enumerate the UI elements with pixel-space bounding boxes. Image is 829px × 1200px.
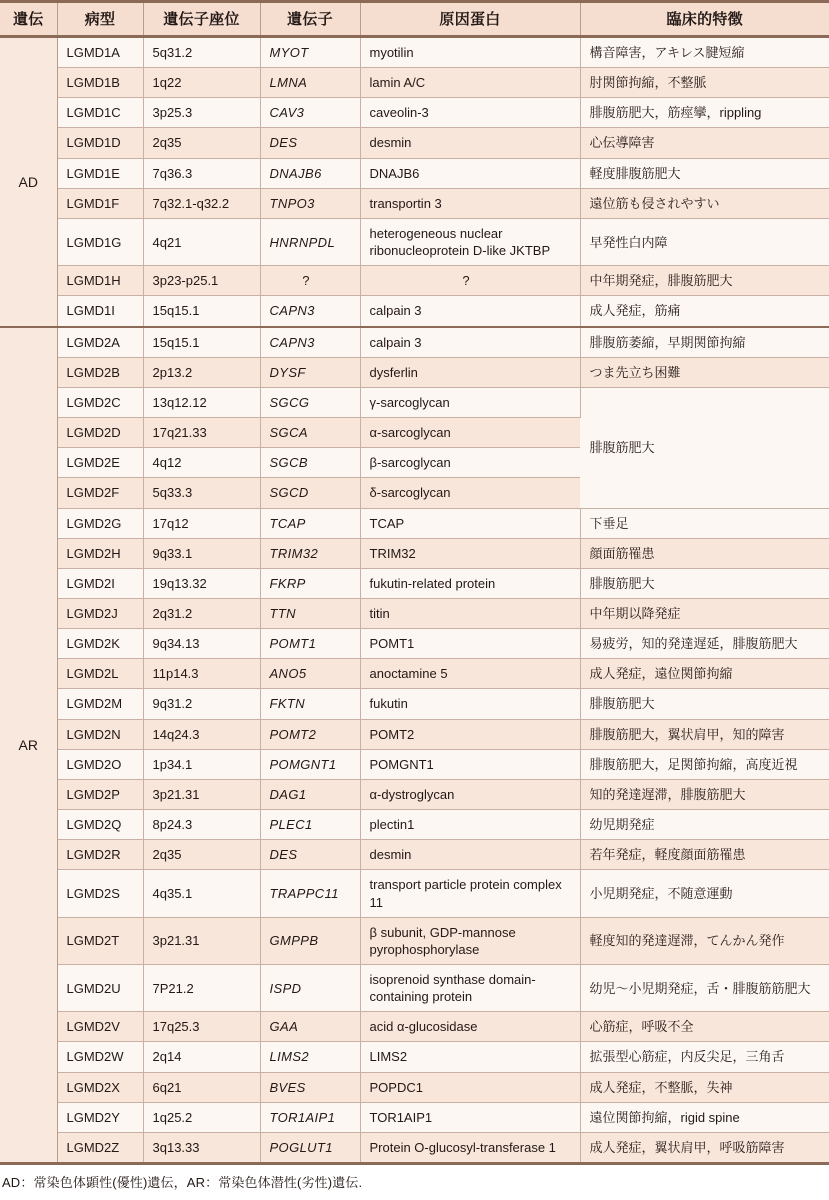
cell-disease-type: LGMD2V [57, 1012, 143, 1042]
cell-gene-locus: 5q31.2 [143, 37, 260, 68]
cell-gene-locus: 3p21.31 [143, 779, 260, 809]
cell-gene-locus: 8p24.3 [143, 810, 260, 840]
cell-disease-type: LGMD2K [57, 629, 143, 659]
cell-protein: LIMS2 [360, 1042, 580, 1072]
cell-disease-type: LGMD1D [57, 128, 143, 158]
cell-clinical-features: つま先立ち困難 [580, 357, 829, 387]
column-header-clinical-features: 臨床的特徴 [580, 2, 829, 37]
table-row [0, 218, 829, 265]
cell-clinical-features: 腓腹筋萎縮，早期関節拘縮 [580, 327, 829, 358]
table-row [0, 68, 829, 98]
cell-gene-locus: 19q13.32 [143, 568, 260, 598]
cell-gene: ANO5 [260, 659, 360, 689]
cell-protein: fukutin-related protein [360, 568, 580, 598]
cell-gene-locus: 9q33.1 [143, 538, 260, 568]
cell-gene: DES [260, 840, 360, 870]
cell-gene: CAPN3 [260, 327, 360, 358]
cell-clinical-features: 早発性白内障 [580, 218, 829, 265]
cell-clinical-features: 肘関節拘縮，不整脈 [580, 68, 829, 98]
table-row [0, 98, 829, 128]
table-row [0, 1102, 829, 1132]
cell-gene-locus: 2q31.2 [143, 598, 260, 628]
cell-gene-locus: 2q14 [143, 1042, 260, 1072]
cell-gene-locus: 13q12.12 [143, 387, 260, 417]
cell-protein: ? [360, 266, 580, 296]
cell-disease-type: LGMD2P [57, 779, 143, 809]
cell-clinical-features: 軽度知的発達遅滞，てんかん発作 [580, 917, 829, 964]
cell-disease-type: LGMD1F [57, 188, 143, 218]
cell-gene: TNPO3 [260, 188, 360, 218]
cell-gene: SGCD [260, 478, 360, 508]
cell-disease-type: LGMD2W [57, 1042, 143, 1072]
cell-protein: TOR1AIP1 [360, 1102, 580, 1132]
cell-clinical-features: 構音障害，アキレス腱短縮 [580, 37, 829, 68]
cell-gene-locus: 1q22 [143, 68, 260, 98]
cell-disease-type: LGMD1A [57, 37, 143, 68]
table-row [0, 296, 829, 327]
cell-clinical-features: 拡張型心筋症，内反尖足，三角舌 [580, 1042, 829, 1072]
cell-protein: TCAP [360, 508, 580, 538]
cell-clinical-features: 腓腹筋肥大，筋痙攣，rippling [580, 98, 829, 128]
cell-gene: POMGNT1 [260, 749, 360, 779]
table-row [0, 538, 829, 568]
cell-gene: ISPD [260, 965, 360, 1012]
cell-clinical-features: 心伝導障害 [580, 128, 829, 158]
table-row [0, 659, 829, 689]
table-row [0, 870, 829, 917]
inheritance-cell: AD [0, 37, 57, 327]
cell-disease-type: LGMD2R [57, 840, 143, 870]
cell-clinical-features: 易疲労，知的発達遅延，腓腹筋肥大 [580, 629, 829, 659]
cell-clinical-features: 腓腹筋肥大，翼状肩甲，知的障害 [580, 719, 829, 749]
table-row [0, 840, 829, 870]
cell-disease-type: LGMD2M [57, 689, 143, 719]
cell-protein: α-sarcoglycan [360, 418, 580, 448]
cell-protein: transportin 3 [360, 188, 580, 218]
table-row [0, 917, 829, 964]
column-header-disease-type: 病型 [57, 2, 143, 37]
cell-protein: myotilin [360, 37, 580, 68]
cell-disease-type: LGMD1G [57, 218, 143, 265]
cell-gene-locus: 3p21.31 [143, 917, 260, 964]
cell-gene: DYSF [260, 357, 360, 387]
cell-protein: TRIM32 [360, 538, 580, 568]
table-row [0, 37, 829, 68]
table-row [0, 357, 829, 387]
cell-gene: TTN [260, 598, 360, 628]
table-row [0, 1132, 829, 1163]
cell-disease-type: LGMD2E [57, 448, 143, 478]
cell-gene: POMT2 [260, 719, 360, 749]
cell-disease-type: LGMD2J [57, 598, 143, 628]
cell-disease-type: LGMD1B [57, 68, 143, 98]
column-header-inheritance: 遺伝 [0, 2, 57, 37]
cell-disease-type: LGMD2I [57, 568, 143, 598]
cell-disease-type: LGMD2Q [57, 810, 143, 840]
table-row [0, 598, 829, 628]
cell-clinical-features: 成人発症，遠位関節拘縮 [580, 659, 829, 689]
cell-clinical-features: 小児期発症，不随意運動 [580, 870, 829, 917]
cell-protein: dysferlin [360, 357, 580, 387]
cell-gene: HNRNPDL [260, 218, 360, 265]
cell-gene-locus: 14q24.3 [143, 719, 260, 749]
cell-protein: β subunit, GDP-mannose pyrophosphorylase [360, 917, 580, 964]
cell-gene: PLEC1 [260, 810, 360, 840]
cell-gene: FKRP [260, 568, 360, 598]
cell-protein: lamin A/C [360, 68, 580, 98]
cell-gene: SGCG [260, 387, 360, 417]
cell-gene-locus: 17q21.33 [143, 418, 260, 448]
cell-clinical-features: 軽度腓腹筋肥大 [580, 158, 829, 188]
cell-protein: transport particle protein complex 11 [360, 870, 580, 917]
cell-gene-locus: 15q15.1 [143, 296, 260, 327]
cell-protein: DNAJB6 [360, 158, 580, 188]
table-row [0, 128, 829, 158]
cell-gene: ? [260, 266, 360, 296]
cell-protein: desmin [360, 840, 580, 870]
cell-gene: MYOT [260, 37, 360, 68]
cell-protein: γ-sarcoglycan [360, 387, 580, 417]
cell-disease-type: LGMD2T [57, 917, 143, 964]
table-row [0, 1042, 829, 1072]
cell-gene-locus: 9q34.13 [143, 629, 260, 659]
cell-gene: FKTN [260, 689, 360, 719]
cell-disease-type: LGMD2Y [57, 1102, 143, 1132]
cell-disease-type: LGMD1C [57, 98, 143, 128]
cell-gene: LIMS2 [260, 1042, 360, 1072]
cell-gene-locus: 5q33.3 [143, 478, 260, 508]
cell-protein: δ-sarcoglycan [360, 478, 580, 508]
table-row [0, 629, 829, 659]
cell-protein: POMT1 [360, 629, 580, 659]
cell-clinical-features: 顔面筋罹患 [580, 538, 829, 568]
cell-protein: fukutin [360, 689, 580, 719]
cell-protein: POPDC1 [360, 1072, 580, 1102]
cell-clinical-features: 遠位関節拘縮，rigid spine [580, 1102, 829, 1132]
table-row [0, 779, 829, 809]
cell-gene: SGCA [260, 418, 360, 448]
cell-disease-type: LGMD2X [57, 1072, 143, 1102]
cell-clinical-features: 腓腹筋肥大 [580, 568, 829, 598]
cell-protein: caveolin-3 [360, 98, 580, 128]
cell-gene-locus: 4q12 [143, 448, 260, 478]
cell-protein: heterogeneous nuclear ribonucleoprotein D-like JKTBP [360, 218, 580, 265]
cell-protein: calpain 3 [360, 327, 580, 358]
cell-clinical-features: 心筋症，呼吸不全 [580, 1012, 829, 1042]
cell-gene-locus: 3p25.3 [143, 98, 260, 128]
cell-clinical-features: 若年発症，軽度顔面筋罹患 [580, 840, 829, 870]
cell-clinical-features: 中年期発症，腓腹筋肥大 [580, 266, 829, 296]
cell-gene-locus: 17q12 [143, 508, 260, 538]
cell-gene-locus: 7P21.2 [143, 965, 260, 1012]
cell-protein: POMGNT1 [360, 749, 580, 779]
cell-protein: desmin [360, 128, 580, 158]
cell-clinical-features: 成人発症，翼状肩甲，呼吸筋障害 [580, 1132, 829, 1163]
cell-disease-type: LGMD2H [57, 538, 143, 568]
cell-gene-locus: 7q36.3 [143, 158, 260, 188]
cell-disease-type: LGMD1H [57, 266, 143, 296]
column-header-gene-locus: 遺伝子座位 [143, 2, 260, 37]
cell-disease-type: LGMD2F [57, 478, 143, 508]
table-row [0, 1012, 829, 1042]
cell-clinical-features: 中年期以降発症 [580, 598, 829, 628]
cell-gene: CAV3 [260, 98, 360, 128]
cell-gene: TOR1AIP1 [260, 1102, 360, 1132]
table-header [0, 2, 829, 37]
cell-disease-type: LGMD2G [57, 508, 143, 538]
cell-clinical-features: 腓腹筋肥大，足関節拘縮，高度近視 [580, 749, 829, 779]
cell-disease-type: LGMD2L [57, 659, 143, 689]
cell-disease-type: LGMD1E [57, 158, 143, 188]
cell-gene-locus: 3q13.33 [143, 1132, 260, 1163]
cell-disease-type: LGMD2Z [57, 1132, 143, 1163]
table-row [0, 1072, 829, 1102]
cell-gene: BVES [260, 1072, 360, 1102]
cell-protein: β-sarcoglycan [360, 448, 580, 478]
cell-protein: POMT2 [360, 719, 580, 749]
cell-clinical-features: 知的発達遅滞，腓腹筋肥大 [580, 779, 829, 809]
cell-gene-locus: 17q25.3 [143, 1012, 260, 1042]
cell-gene-locus: 1q25.2 [143, 1102, 260, 1132]
cell-gene: TRAPPC11 [260, 870, 360, 917]
table-row [0, 719, 829, 749]
cell-gene-locus: 9q31.2 [143, 689, 260, 719]
table-row [0, 508, 829, 538]
cell-disease-type: LGMD2A [57, 327, 143, 358]
cell-clinical-features: 成人発症，筋痛 [580, 296, 829, 327]
table-row [0, 810, 829, 840]
cell-clinical-features: 成人発症，不整脈，失神 [580, 1072, 829, 1102]
cell-gene-locus: 4q21 [143, 218, 260, 265]
cell-disease-type: LGMD1I [57, 296, 143, 327]
table-row [0, 749, 829, 779]
cell-gene: POMT1 [260, 629, 360, 659]
cell-gene-locus: 2p13.2 [143, 357, 260, 387]
cell-gene: DNAJB6 [260, 158, 360, 188]
table-row [0, 327, 829, 358]
cell-clinical-features: 幼児～小児期発症，舌・腓腹筋筋肥大 [580, 965, 829, 1012]
cell-gene: DAG1 [260, 779, 360, 809]
cell-protein: anoctamine 5 [360, 659, 580, 689]
cell-disease-type: LGMD2U [57, 965, 143, 1012]
cell-gene: CAPN3 [260, 296, 360, 327]
table-row [0, 965, 829, 1012]
cell-gene: TRIM32 [260, 538, 360, 568]
cell-gene-locus: 2q35 [143, 128, 260, 158]
cell-gene: GMPPB [260, 917, 360, 964]
cell-disease-type: LGMD2S [57, 870, 143, 917]
cell-clinical-features: 下垂足 [580, 508, 829, 538]
cell-gene: GAA [260, 1012, 360, 1042]
cell-gene: POGLUT1 [260, 1132, 360, 1163]
cell-gene: DES [260, 128, 360, 158]
table-row [0, 387, 829, 417]
cell-gene-locus: 1p34.1 [143, 749, 260, 779]
cell-clinical-features: 遠位筋も侵されやすい [580, 188, 829, 218]
cell-protein: α-dystroglycan [360, 779, 580, 809]
cell-protein: acid α-glucosidase [360, 1012, 580, 1042]
cell-disease-type: LGMD2C [57, 387, 143, 417]
table-footnote: AD：常染色体顕性(優性)遺伝，AR：常染色体潜性(劣性)遺伝. [2, 1175, 363, 1191]
cell-clinical-features: 幼児期発症 [580, 810, 829, 840]
cell-gene-locus: 3p23-p25.1 [143, 266, 260, 296]
cell-gene-locus: 2q35 [143, 840, 260, 870]
table-row [0, 689, 829, 719]
column-header-protein: 原因蛋白 [360, 2, 580, 37]
table-row [0, 158, 829, 188]
cell-disease-type: LGMD2N [57, 719, 143, 749]
cell-protein: titin [360, 598, 580, 628]
cell-clinical-features: 腓腹筋肥大 [580, 689, 829, 719]
cell-disease-type: LGMD2O [57, 749, 143, 779]
cell-gene: SGCB [260, 448, 360, 478]
table-row [0, 568, 829, 598]
cell-gene-locus: 4q35.1 [143, 870, 260, 917]
cell-protein: plectin1 [360, 810, 580, 840]
cell-disease-type: LGMD2B [57, 357, 143, 387]
cell-gene-locus: 15q15.1 [143, 327, 260, 358]
cell-protein: Protein O-glucosyl-transferase 1 [360, 1132, 580, 1163]
cell-disease-type: LGMD2D [57, 418, 143, 448]
cell-gene: TCAP [260, 508, 360, 538]
cell-gene-locus: 6q21 [143, 1072, 260, 1102]
cell-gene-locus: 7q32.1-q32.2 [143, 188, 260, 218]
header-row [0, 2, 829, 37]
inheritance-cell: AR [0, 327, 57, 1164]
table-row [0, 266, 829, 296]
table-body [0, 37, 829, 1164]
cell-clinical-features: 腓腹筋肥大 [580, 387, 829, 508]
table-row [0, 188, 829, 218]
cell-protein: isoprenoid synthase domain-containing protein [360, 965, 580, 1012]
cell-protein: calpain 3 [360, 296, 580, 327]
column-header-gene: 遺伝子 [260, 2, 360, 37]
cell-gene: LMNA [260, 68, 360, 98]
cell-gene-locus: 11p14.3 [143, 659, 260, 689]
